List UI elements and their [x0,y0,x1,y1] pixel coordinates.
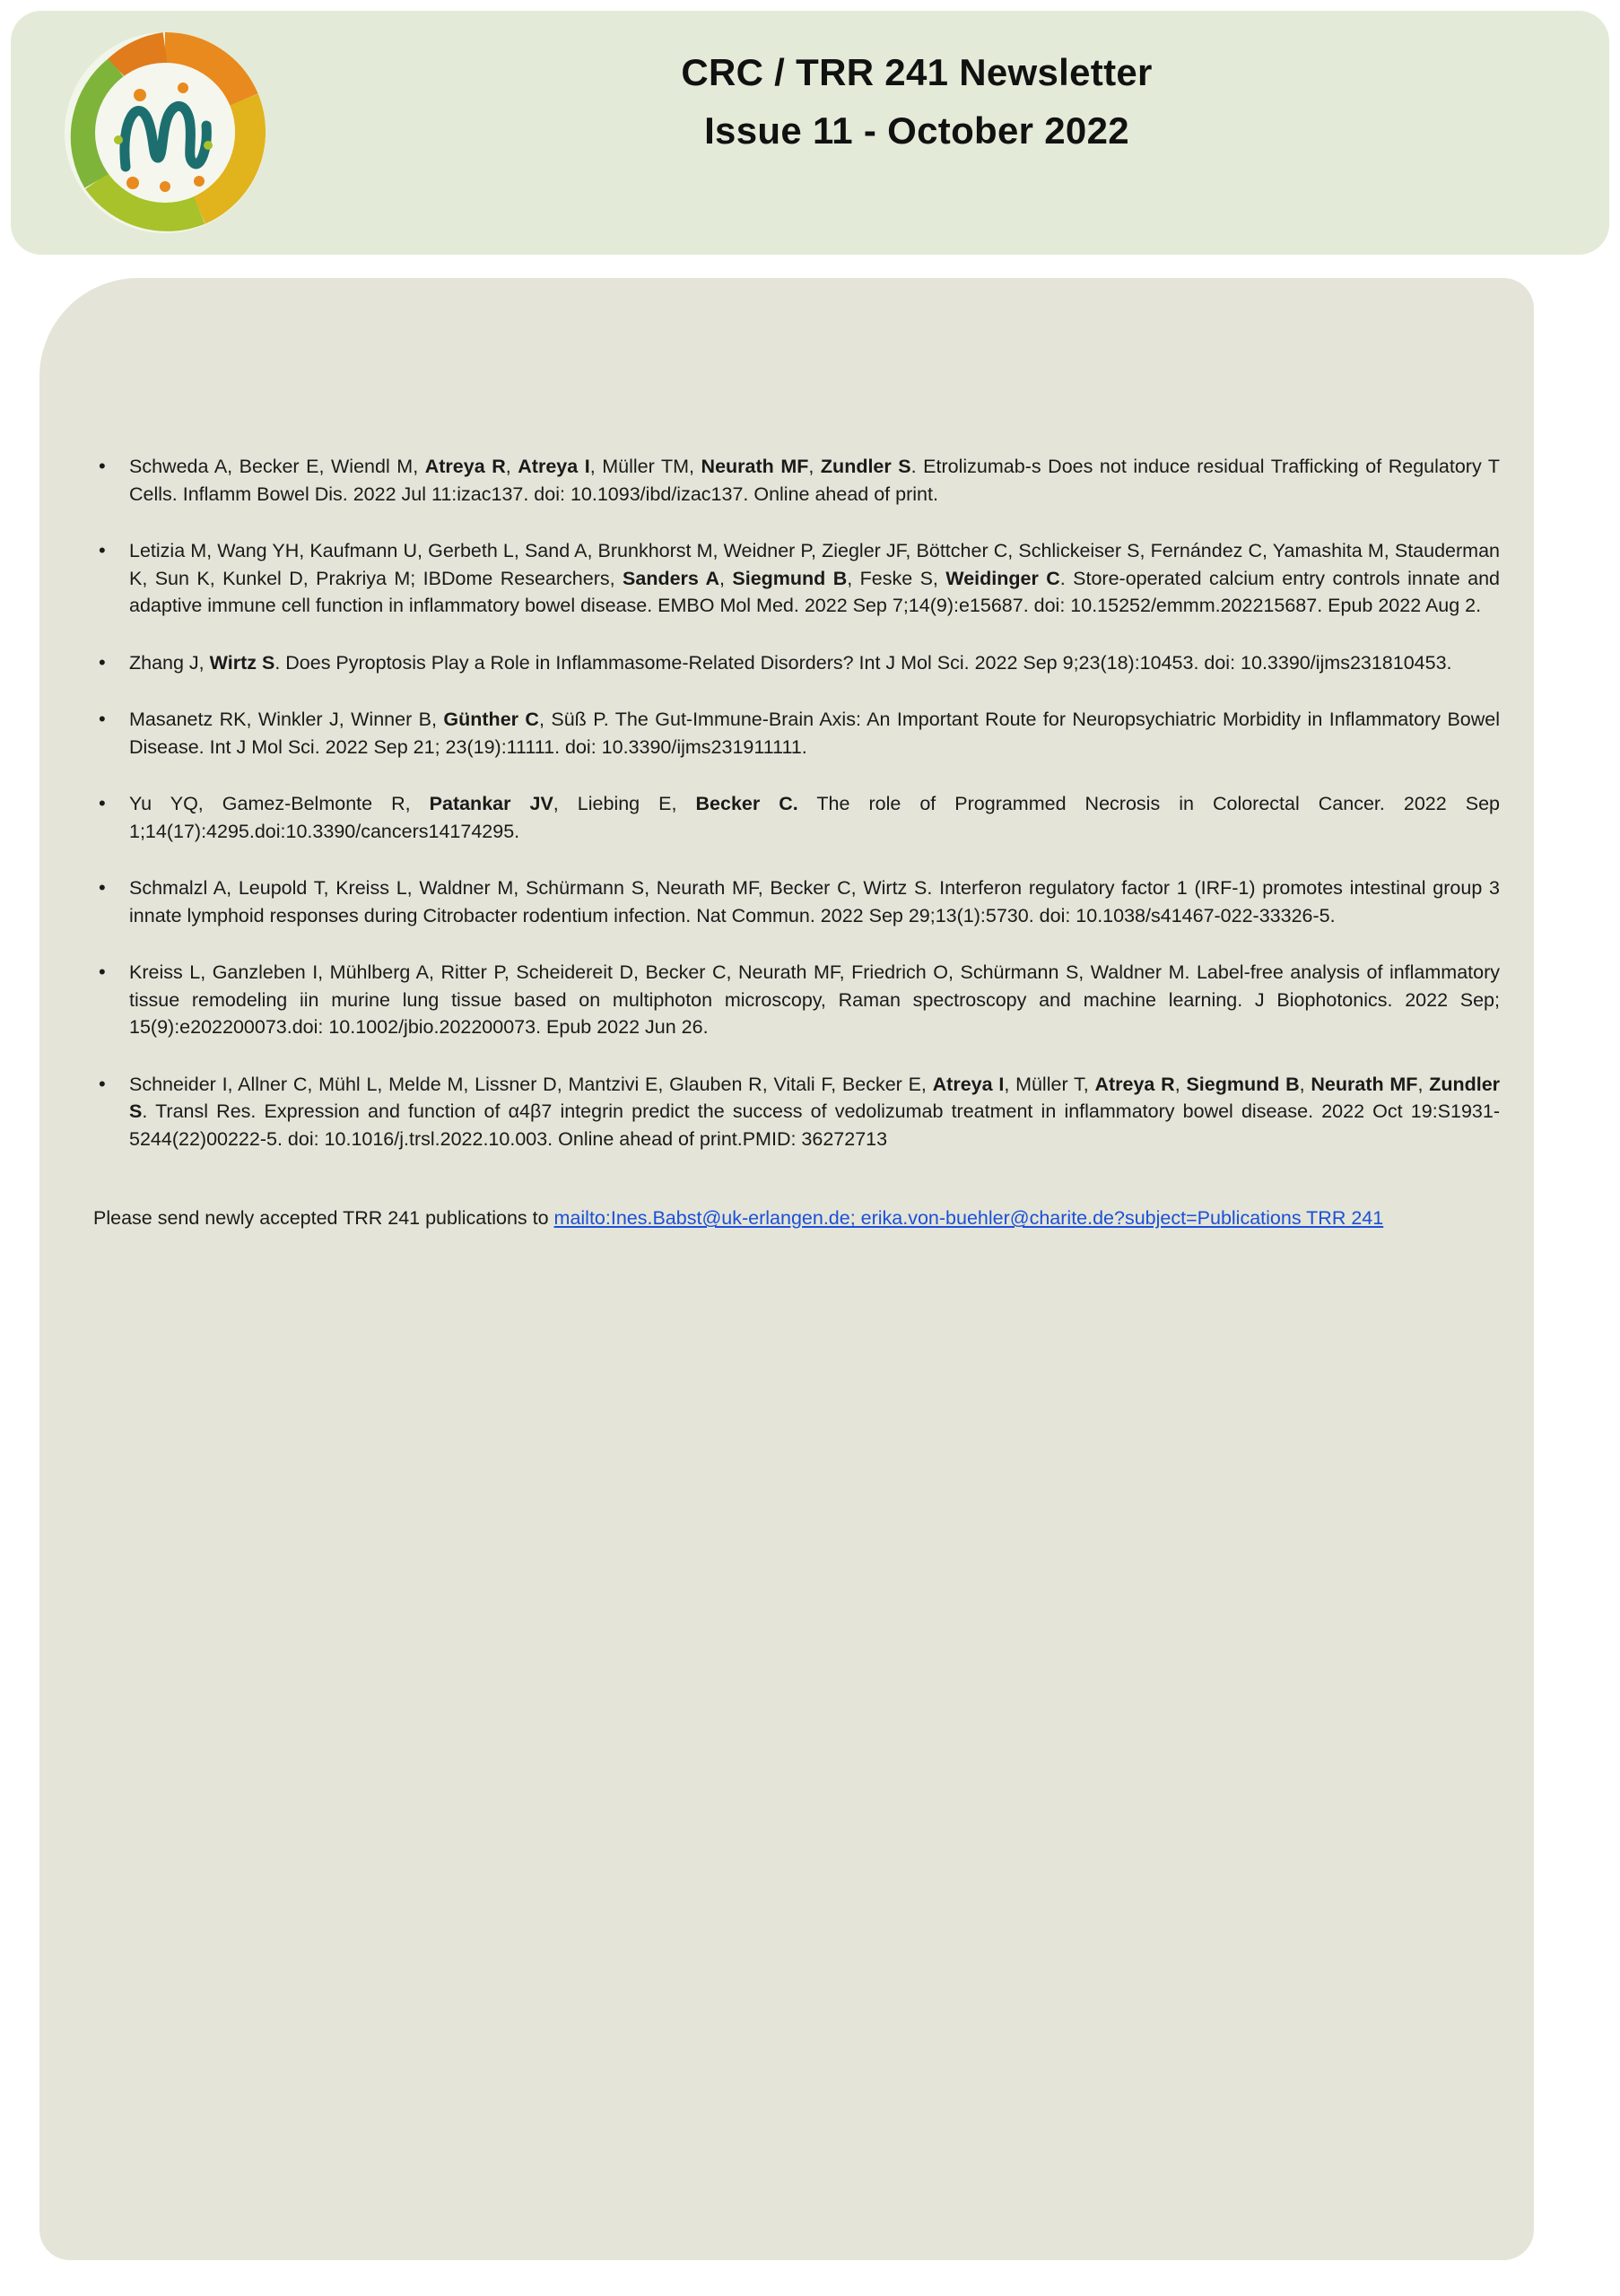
author-highlight: Neurath MF [701,456,809,477]
citation-text: Schmalzl A, Leupold T, Kreiss L, Waldner M, Schürmann S, Neurath MF, Becker C, Wirtz S. Interferon regulatory factor 1 (IRF-1) promotes intestinal group 3 innate lymphoid responses during Citrobacter rodentium infection. Nat Commun. 2022 Sep 29;13(1):5730. doi: 10.1038/s41467-022-33326-5. [129,877,1500,926]
publication-entry [93,1071,1500,1153]
citation-text: . Does Pyroptosis Play a Role in Inflammasome-Related Disorders? Int J Mol Sci. 2022 Sep 9;23(18):10453. doi: 10.3390/ijms231810453. [274,651,1452,674]
citation-text: , [1417,1073,1430,1095]
citation-text: , [1299,1073,1311,1095]
citation-text: Kreiss L, Ganzleben I, Mühlberg A, Ritter P, Scheidereit D, Becker C, Neurath MF, Friedrich O, Schürmann S, Waldner M. Label-free analysis of inflammatory tissue remodeling iin murine lung tissue based on multiphoton microscopy, Raman spectroscopy and machine learning. J Biophotonics. 2022 Sep; 15(9):e202200073.doi: 10.1002/jbio.202200073. Epub 2022 Jun 26. [129,961,1500,1039]
author-highlight: Atreya I [932,1073,1005,1095]
author-highlight: Günther C [443,709,539,731]
publication-entry [93,453,1500,508]
author-highlight: Atreya R [1094,1073,1175,1095]
citation-text: , Müller TM, [589,456,701,477]
header-title-group [280,43,1554,160]
publication-entry [93,874,1500,929]
citation-text: Zhang J, [129,651,210,674]
citation-text: , [505,456,518,477]
publication-entry [93,706,1500,761]
author-highlight: Siegmund B [1186,1073,1300,1095]
author-highlight: Zundler S [820,456,911,477]
citation-text: , Feske S, [847,567,946,589]
citation-text: , Liebing E, [553,793,696,815]
newsletter-header-band [11,11,1609,255]
citation-text: , Müller T, [1004,1073,1095,1095]
author-highlight: Patankar JV [429,793,553,815]
crc-trr-241-logo [65,32,266,234]
publication-entry [93,649,1500,677]
submission-note-text: Please send newly accepted TRR 241 publications to [93,1207,554,1230]
citation-text: Masanetz RK, Winkler J, Winner B, [129,709,444,731]
publication-list [93,453,1529,1152]
publication-entry [93,537,1500,620]
author-highlight: Weidinger C [945,567,1060,589]
publication-entry [93,959,1500,1041]
citation-text: The role of Programmed Necrosis in Colorectal Cancer. 2022 Sep 1;14(17):4295.doi:10.3390/cancers14174295. [129,793,1500,842]
citation-text: . Etrolizumab-s Does not induce residual Trafficking of Regulatory T Cells. Inflamm Bowel Dis. 2022 Jul 11:izac137. doi: 10.1093/ibd/izac137. Online ahead of print. [129,456,1501,505]
citation-text: , Süß P. The Gut-Immune-Brain Axis: An Important Route for Neuropsychiatric Morbidity in Inflammatory Bowel Disease. Int J Mol Sci. 2022 Sep 21; 23(19):11111. doi: 10.3390/ijms231911111. [129,709,1500,758]
author-highlight: Siegmund B [732,567,848,589]
citation-text: . Transl Res. Expression and function of α4β7 integrin predict the success of vedolizumab treatment in inflammatory bowel disease. 2022 Oct 19:S1931-5244(22)00222-5. doi: 10.1016/j.trsl.2022.10.003. Online ahead of print.PMID: 36272713 [129,1100,1500,1150]
publications-section [93,453,1529,1235]
newsletter-issue: Issue 11 - October 2022 [704,109,1129,152]
publication-entry [93,790,1500,845]
citation-text: Yu YQ, Gamez-Belmonte R, [129,793,430,815]
author-highlight: Atreya R [424,456,506,477]
newsletter-title: CRC / TRR 241 Newsletter [681,51,1153,93]
citation-text: Schneider I, Allner C, Mühl L, Melde M, Lissner D, Mantzivi E, Glauben R, Vitali F, Becker E, [129,1073,933,1095]
submission-email-link[interactable]: mailto:Ines.Babst@uk-erlangen.de; erika.von-buehler@charite.de?subject=Publications TRR 241 [553,1207,1384,1230]
author-highlight: Sanders A [623,567,719,589]
author-highlight: Atreya I [518,456,590,477]
submission-note [93,1202,1500,1235]
citation-text: , [808,456,821,477]
citation-text: Schweda A, Becker E, Wiendl M, [129,456,425,477]
author-highlight: Zundler S [129,1073,1501,1123]
author-highlight: Neurath MF [1311,1073,1418,1095]
author-highlight: Wirtz S [209,651,275,674]
citation-text: . Store-operated calcium entry controls innate and adaptive immune cell function in inflammatory bowel disease. EMBO Mol Med. 2022 Sep 7;14(9):e15687. doi: 10.15252/emmm.202215687. Epub 2022 Aug 2. [129,567,1500,617]
citation-text: , [1174,1073,1187,1095]
author-highlight: Becker C. [695,793,798,815]
citation-text: , [719,567,733,589]
citation-text: Letizia M, Wang YH, Kaufmann U, Gerbeth L, Sand A, Brunkhorst M, Weidner P, Ziegler JF, Böttcher C, Schlickeiser S, Fernández C, Yamashita M, Stauderman K, Sun K, Kunkel D, Prakriya M; IBDome Researchers, [129,540,1500,589]
